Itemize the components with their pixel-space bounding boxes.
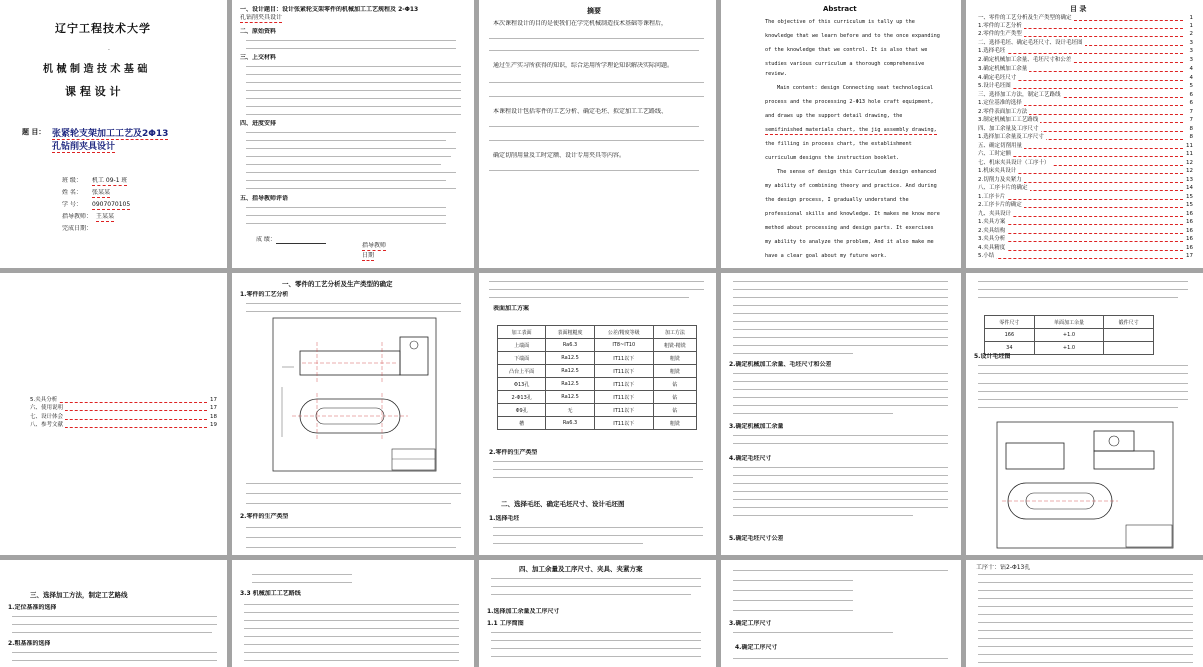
section-sub: 1.定位基准的选择: [8, 604, 57, 611]
id-value: 0907070105: [92, 201, 131, 208]
table-cell: IT11以下: [594, 391, 653, 404]
table-cell: IT11以下: [594, 352, 653, 365]
page-toc: [966, 0, 1203, 268]
toc-entry[interactable]: 七、设计体会 18: [30, 414, 217, 420]
abstract-cn-title: 摘要: [587, 7, 601, 15]
abstract-cn-para1: 本次课程设计的目的是使我们在学完机械制造技术基础等课程后，: [493, 20, 668, 27]
name-label: 姓 名：: [62, 189, 82, 196]
section-title: 四、加工余量及工序尺寸、夹具、夹紧方案: [519, 565, 643, 573]
table-header-cell: 加工方法: [653, 326, 696, 339]
toc-entry[interactable]: 三、选择加工方法，制定工艺路线 6: [978, 92, 1193, 98]
toc-entry[interactable]: 六、使用说明 17: [30, 405, 217, 411]
toc-entry[interactable]: 1.选择毛坯 3: [978, 48, 1193, 54]
table-cell: Ra6.3: [546, 417, 594, 430]
abstract-en-line-7: and draws up the support detail drawing, the: [765, 113, 903, 119]
toc-entry[interactable]: 一、零件的工艺分析及生产类型的确定 1: [978, 15, 1193, 21]
table-cell: Ra12.5: [546, 365, 594, 378]
class-value: 机工 09-1 班: [92, 177, 128, 184]
section-sub-2: 4.确定工序尺寸: [735, 644, 778, 651]
table-row: [498, 378, 697, 391]
section-sub-2: 2.零件的生产类型: [240, 513, 289, 520]
toc-entry[interactable]: 4.夹具精度 16: [978, 245, 1193, 251]
toc-entry[interactable]: 4.确定毛坯尺寸 4: [978, 75, 1193, 81]
sign-date-label: 日期: [362, 252, 375, 259]
toc-entry[interactable]: 四、加工余量及工序尺寸 8: [978, 126, 1193, 132]
toc-entry[interactable]: 八、参考文献 19: [30, 422, 217, 428]
section-sub-3: 4.确定毛坯尺寸: [729, 455, 772, 462]
topic-title-line2: 孔钻削夹具设计: [52, 139, 115, 153]
abstract-en-line-1: knowledge that we learn before and to the once expanding: [765, 33, 940, 39]
table-cell: Ra12.5: [546, 352, 594, 365]
toc-entry[interactable]: 二、选择毛坯、确定毛坯尺寸、设计毛坯图 3: [978, 40, 1193, 46]
abstract-cn-para4: 确定切削用量及工时定额、设计专用夹具等内容。: [493, 152, 626, 159]
section-sub: 5.设计毛坯图: [974, 353, 1011, 360]
schedule-heading: 四、进度安排: [240, 120, 277, 127]
teacher-comment-heading: 五、指导教师评语: [240, 195, 289, 202]
section-title: 二、选择毛坯、确定毛坯尺寸、设计毛坯图: [501, 500, 625, 508]
abstract-en-line-8: semifinished materials chart, the jig assembly drawing,: [765, 127, 937, 133]
toc-entry[interactable]: 2.切削力及夹紧力 13: [978, 177, 1193, 183]
toc-entry[interactable]: 5.小结 17: [978, 253, 1193, 259]
abstract-cn-para3: 本课程设计包括零件的工艺分析、确定毛坯、拟定加工工艺路线、: [493, 108, 668, 115]
table-header-cell: 加工表面: [498, 326, 546, 339]
class-label: 班 级：: [62, 177, 82, 184]
table-cell: 钻: [653, 378, 696, 391]
content-heading: 三、上交材料: [240, 54, 277, 61]
table-cell: IT11以下: [594, 417, 653, 430]
page-part-analysis: [232, 273, 474, 555]
date-label: 完成日期：: [62, 225, 93, 232]
abstract-en-line-10: curriculum designs the instruction booklet.: [765, 155, 900, 161]
section-sub: 2.确定机械加工余量、毛坯尺寸和公差: [729, 361, 832, 368]
abstract-en-line-12: my ability of combining theory and practice. And during: [765, 183, 937, 189]
page-allowance: [721, 273, 961, 555]
page-cutting: [966, 560, 1203, 667]
topic-title: 张紧轮支架加工工艺及2Φ13: [52, 126, 168, 140]
toc-entry[interactable]: 2.夹具结构 16: [978, 228, 1193, 234]
page-blank-drawing: [966, 273, 1203, 555]
table-cell: 粗铣-精铣: [653, 339, 696, 352]
design-subtitle: 课 程 设 计: [65, 85, 121, 98]
abstract-en-title: Abstract: [823, 5, 857, 13]
abstract-en-line-2: of the knowledge that we control. It is also that we: [765, 47, 928, 53]
page-abstract-cn: [479, 0, 716, 268]
abstract-en-line-5: Main content: design Connecting seat technological: [777, 85, 934, 91]
page-task-sheet: [232, 0, 474, 268]
blank-mark: .: [108, 45, 110, 52]
table-cell: 槽: [498, 417, 546, 430]
toc-entry[interactable]: 六、工时定额 11: [978, 151, 1193, 157]
table-cell: Φ13孔: [498, 378, 546, 391]
toc-entry[interactable]: 1.工序卡片 15: [978, 194, 1193, 200]
abstract-en-line-13: the design process, I gradually understand the: [765, 197, 909, 203]
page-process-table: [479, 273, 716, 555]
section-sub-4: 5.确定毛坯尺寸公差: [729, 535, 784, 542]
toc-entry[interactable]: 3.夹具分析 16: [978, 236, 1193, 242]
toc-entry[interactable]: 5.设计毛坯图 5: [978, 83, 1193, 89]
score-label: 成 绩：: [256, 236, 276, 243]
abstract-en-line-4: review.: [765, 71, 787, 77]
abstract-en-line-11: The sense of design this Curriculum design enhanced: [777, 169, 937, 175]
table-cell: 2-Φ13孔: [498, 391, 546, 404]
toc-entry[interactable]: 2.工序卡片的确定 15: [978, 202, 1193, 208]
blank-size-table: [984, 315, 1154, 355]
section-sub-2: 1.选择毛坯: [489, 515, 520, 522]
page-toc-cont: [0, 273, 227, 555]
table-cell: 粗铣: [653, 365, 696, 378]
table-cell: 34: [985, 342, 1035, 355]
table-header-cell: 公差/精度等级: [594, 326, 653, 339]
lead-text: 工序十：钻2-Φ13孔: [976, 564, 1031, 571]
table-cell: IT11以下: [594, 378, 653, 391]
section-sub-2: 3.确定机械加工余量: [729, 423, 784, 430]
table-cell: 上端面: [498, 339, 546, 352]
table-cell: Ra12.5: [546, 378, 594, 391]
course-name: 机 械 制 造 技 术 基 础: [43, 64, 148, 75]
abstract-en-line-6: process and the processing 2-Φ13 hole craft equipment,: [765, 99, 934, 105]
table-header-cell: 表面粗糙度: [546, 326, 594, 339]
section-sub: 3.确定工序尺寸: [729, 620, 772, 627]
toc-entry[interactable]: 2.确定机械加工余量、毛坯尺寸和公差 3: [978, 57, 1193, 63]
table-row: [498, 339, 697, 352]
task-heading: 一、设计题目：设计张紧轮支架零件的机械加工工艺规程及 2-Φ13: [240, 6, 419, 13]
section-title: 三、选择加工方法，制定工艺路线: [30, 591, 128, 599]
table-row: [498, 326, 697, 339]
table-cell: 粗铣: [653, 352, 696, 365]
abstract-en-line-9: the filling in process chart, the establishment: [765, 141, 912, 147]
table-cell: Φ9孔: [498, 404, 546, 417]
page-process-steps: [232, 560, 474, 667]
table-row: [498, 391, 697, 404]
table-row: [985, 316, 1154, 329]
table-cell: [1104, 342, 1154, 355]
table-cell: 166: [985, 329, 1035, 342]
table-cell: 钻: [653, 391, 696, 404]
table-cell: IT11以下: [594, 365, 653, 378]
section-sub: 2.零件的生产类型: [489, 449, 538, 456]
abstract-en-line-17: have a clear goal about my future work.: [765, 253, 887, 259]
abstract-en-line-15: method about processing and design parts. It exercises: [765, 225, 934, 231]
original-data-heading: 二、原始资料: [240, 28, 277, 35]
toc-title: 目 录: [1070, 5, 1087, 13]
task-heading-line2: 孔钻削夹具设计: [240, 14, 283, 21]
toc-entry[interactable]: 五、确定切削用量 11: [978, 143, 1193, 149]
surface-table: [497, 325, 697, 430]
table-row: [498, 417, 697, 430]
toc-entry[interactable]: 1.夹具方案 16: [978, 219, 1193, 225]
blank-drawing: [996, 421, 1174, 549]
toc-entry[interactable]: 1.机床夹具设计 12: [978, 168, 1193, 174]
teacher-value: 王某某: [96, 213, 115, 220]
table-cell: 粗铣: [653, 417, 696, 430]
table-cell: +1.0: [1034, 342, 1104, 355]
topic-label: 题 目：: [22, 128, 46, 136]
table-title: 表面加工方案: [493, 305, 530, 312]
table-cell: IT11以下: [594, 404, 653, 417]
toc-entry[interactable]: 2.零件表面加工方法 7: [978, 109, 1193, 115]
section-sub: 1.零件的工艺分析: [240, 291, 289, 298]
table-row: [985, 329, 1154, 342]
table-cell: 下端面: [498, 352, 546, 365]
school-name: 辽宁工程技术大学: [55, 22, 151, 35]
table-header-cell: 零件尺寸: [985, 316, 1035, 329]
teacher-label: 指导教师：: [62, 213, 93, 220]
abstract-en-line-0: The objective of this curriculum is tally up the: [765, 19, 915, 25]
table-row: [498, 352, 697, 365]
table-cell: [1104, 329, 1154, 342]
page-allowance-sizes: [479, 560, 716, 667]
sign-label: 指导教师: [362, 242, 387, 249]
toc-entry[interactable]: 3.制定机械加工工艺路线 7: [978, 117, 1193, 123]
section-sub-2: 2.粗基准的选择: [8, 640, 51, 647]
table-header-cell: 锻件尺寸: [1104, 316, 1154, 329]
table-cell: +1.0: [1034, 329, 1104, 342]
toc-entry[interactable]: 5.夹具分析 17: [30, 397, 217, 403]
section-sub: 1.选择加工余量及工序尺寸: [487, 608, 560, 615]
table-cell: IT8~IT10: [594, 339, 653, 352]
toc-entry[interactable]: 七、机床夹具设计（工序十） 12: [978, 160, 1193, 166]
page-process-sizes: [721, 560, 961, 667]
toc-entry[interactable]: 3.确定机械加工余量 4: [978, 66, 1193, 72]
table-cell: 钻: [653, 404, 696, 417]
toc-entry[interactable]: 1.定位基准的选择 6: [978, 100, 1193, 106]
table-cell: Ra6.3: [546, 339, 594, 352]
part-drawing: [272, 317, 437, 472]
section-sub-2: 1.1 工序简图: [487, 620, 524, 627]
abstract-cn-para2: 通过生产实习所获得的知识，综合运用所学理论知识解决实际问题。: [493, 62, 674, 69]
id-label: 学 号：: [62, 201, 82, 208]
toc-entry[interactable]: 九、夹具设计 16: [978, 211, 1193, 217]
page-cover: [0, 0, 227, 268]
table-header-cell: 单面加工余量: [1034, 316, 1104, 329]
section-sub: 3.3 机械加工工艺路线: [240, 590, 301, 597]
abstract-en-line-16: my ability to analyze the problem, And it also make me: [765, 239, 934, 245]
table-row: [498, 404, 697, 417]
table-cell: 无: [546, 404, 594, 417]
table-row: [498, 365, 697, 378]
abstract-en-line-3: studies various curriculum a thorough comprehensive: [765, 61, 925, 67]
toc-entry[interactable]: 八、工序卡片的确定 14: [978, 185, 1193, 191]
name-value: 张某某: [92, 189, 111, 196]
table-cell: 凸台上平面: [498, 365, 546, 378]
toc-entry[interactable]: 2.零件的生产类型 2: [978, 31, 1193, 37]
toc-entry[interactable]: 1.选择加工余量及工序尺寸 8: [978, 134, 1193, 140]
section-title: 一、零件的工艺分析及生产类型的确定: [282, 280, 393, 288]
abstract-en-line-14: professional skills and knowledge. It makes me know more: [765, 211, 940, 217]
page-abstract-en: [721, 0, 961, 268]
toc-entry[interactable]: 1.零件的工艺分析 1: [978, 23, 1193, 29]
table-cell: Ra12.5: [546, 391, 594, 404]
page-process-route: [0, 560, 227, 667]
